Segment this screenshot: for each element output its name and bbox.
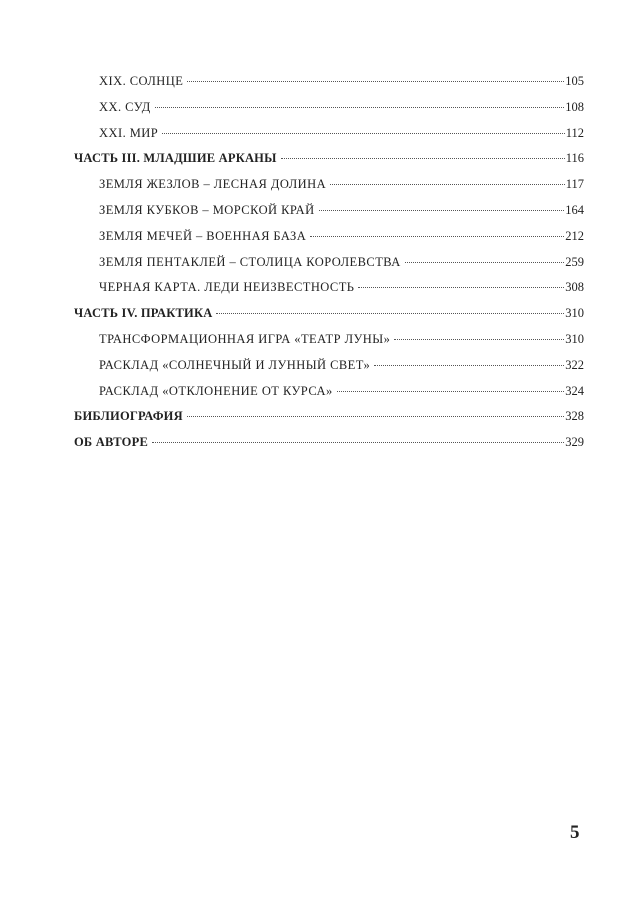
- toc-entry-title: ОБ АВТОРЕ: [74, 435, 148, 450]
- toc-dot-leader: [281, 158, 565, 159]
- toc-entry: [74, 229, 584, 255]
- toc-dot-leader: [394, 339, 564, 340]
- toc-dot-leader: [330, 184, 565, 185]
- page-number: 5: [570, 822, 580, 843]
- toc-entry: [74, 203, 584, 229]
- toc-entry: [74, 255, 584, 281]
- toc-entry-page: 329: [565, 435, 584, 450]
- toc-entry-title: ЗЕМЛЯ КУБКОВ – МОРСКОЙ КРАЙ: [99, 202, 315, 217]
- toc-dot-leader: [155, 107, 565, 108]
- toc-part-entry: [74, 409, 584, 435]
- toc-entry: [74, 280, 584, 306]
- toc-entry-page: 116: [565, 151, 584, 166]
- toc-dot-leader: [337, 391, 565, 392]
- toc-entry: [74, 100, 584, 126]
- toc-entry-page: 308: [565, 280, 584, 295]
- toc-part-entry: [74, 306, 584, 332]
- toc-entry-title: ТРАНСФОРМАЦИОННАЯ ИГРА «ТЕАТР ЛУНЫ»: [99, 331, 391, 346]
- toc-entry-page: 112: [565, 125, 584, 140]
- toc-dot-leader: [187, 81, 564, 82]
- toc-part-entry: [74, 435, 584, 461]
- toc-dot-leader: [162, 133, 565, 134]
- toc-entry: [74, 358, 584, 384]
- toc-entry-title: XX. СУД: [99, 99, 151, 114]
- toc-dot-leader: [310, 236, 564, 237]
- toc-entry-title: БИБЛИОГРАФИЯ: [74, 409, 183, 424]
- toc-entry-title: РАСКЛАД «СОЛНЕЧНЫЙ И ЛУННЫЙ СВЕТ»: [99, 357, 371, 372]
- toc-entry-title: ЗЕМЛЯ ПЕНТАКЛЕЙ – СТОЛИЦА КОРОЛЕВСТВА: [99, 254, 401, 269]
- toc-entry-title: РАСКЛАД «ОТКЛОНЕНИЕ ОТ КУРСА»: [99, 383, 333, 398]
- toc-entry: [74, 126, 584, 152]
- toc-entry-page: 322: [565, 357, 584, 372]
- toc-entry-page: 328: [565, 409, 584, 424]
- toc-entry-title: ЗЕМЛЯ МЕЧЕЙ – ВОЕННАЯ БАЗА: [99, 228, 307, 243]
- toc-entry-page: 259: [565, 254, 584, 269]
- toc-entry-page: 310: [565, 331, 584, 346]
- toc-entry-page: 117: [565, 177, 584, 192]
- toc-entry-title: XXI. МИР: [99, 125, 159, 140]
- toc-entry-page: 164: [565, 202, 584, 217]
- toc-dot-leader: [358, 287, 564, 288]
- toc-entry-title: XIX. СОЛНЦЕ: [99, 74, 184, 88]
- toc-entry: [74, 384, 584, 410]
- toc-dot-leader: [374, 365, 564, 366]
- toc-entry: [74, 74, 584, 100]
- toc-part-entry: [74, 151, 584, 177]
- toc-entry-page: 212: [565, 228, 584, 243]
- toc-dot-leader: [216, 313, 564, 314]
- toc-entry-title: ЧАСТЬ IV. ПРАКТИКА: [74, 306, 213, 321]
- toc-dot-leader: [405, 262, 564, 263]
- toc-entry: [74, 332, 584, 358]
- toc-entry: [74, 177, 584, 203]
- toc-entry-page: 108: [565, 99, 584, 114]
- toc-entry-page: 324: [565, 383, 584, 398]
- toc-entry-page: 310: [565, 306, 584, 321]
- table-of-contents: [74, 74, 584, 461]
- toc-dot-leader: [152, 442, 564, 443]
- toc-entry-title: ЗЕМЛЯ ЖЕЗЛОВ – ЛЕСНАЯ ДОЛИНА: [99, 177, 327, 192]
- toc-dot-leader: [319, 210, 565, 211]
- toc-entry-page: 105: [565, 74, 584, 88]
- toc-dot-leader: [187, 416, 564, 417]
- toc-entry-title: ЧАСТЬ III. МЛАДШИЕ АРКАНЫ: [74, 151, 277, 166]
- toc-entry-title: ЧЕРНАЯ КАРТА. ЛЕДИ НЕИЗВЕСТНОСТЬ: [99, 280, 355, 295]
